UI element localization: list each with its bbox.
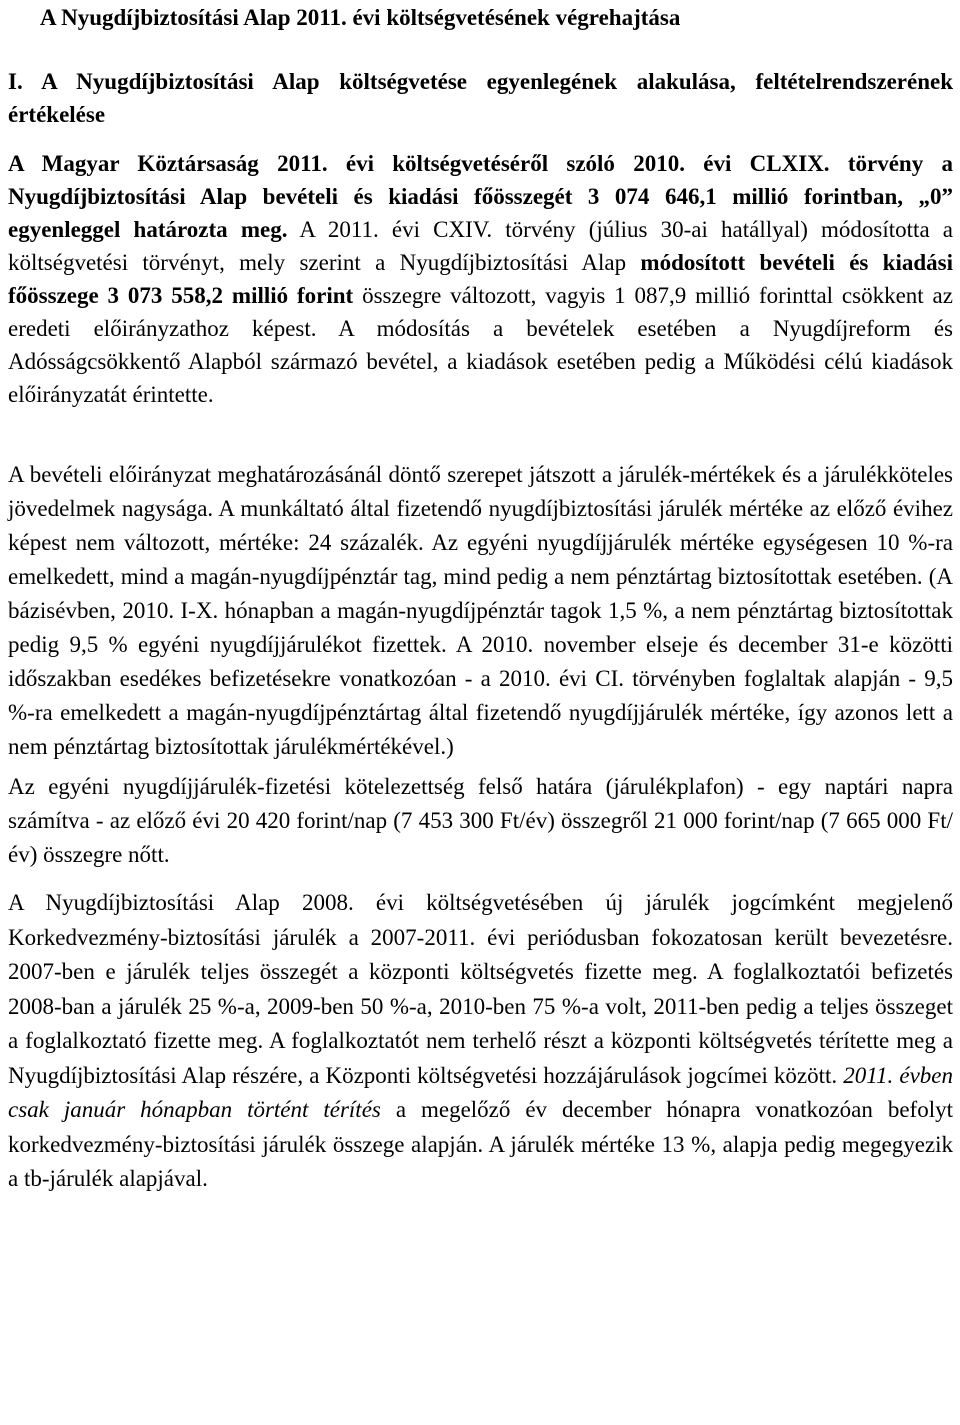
document-page bbox=[8, 0, 953, 1197]
paragraph-contribution-rates: A bevételi előirányzat meghatározásánál döntő szerepet játszott a járulék-mértékek és a járulékköteles jövedelmek nagysága. A munkáltató által fizetendő nyugdíjbiztosítási járulék mértéke az előző évihez képest nem változott, mértéke: 24 százalék. Az egyéni nyugdíjjárulék mértéke egységesen 10 %-ra emelkedett, mind a magán-nyugdíjpénztár tag, mind pedig a nem pénztártag biztosítottak esetében. (A bázisévben, 2010. I-X. hónapban a magán-nyugdíjpénztár tagok 1,5 %, a nem pénztártag biztosítottak pedig 9,5 % egyéni nyugdíjjárulékot fizettek. A 2010. november elseje és december 31-e közötti időszakban esedékes befizetésekre vonatkozóan - a 2010. évi CI. törvényben foglaltak alapján - 9,5 %-ra emelkedett a magán-nyugdíjpénztártag által fizetendő nyugdíjjárulék mértéke, így azonos lett a nem pénztártag biztosítottak járulékmértékével.) bbox=[8, 462, 953, 759]
italic-reimbursement-note: 2011. évben csak január hónapban történt térítés bbox=[8, 1062, 954, 1122]
bold-modified-total: módosított bevételi és kiadási főösszege 3 073 558,2 millió forint bbox=[8, 250, 953, 308]
section-heading: I. A Nyugdíjbiztosítási Alap költségvetése egyenlegének alakulása, feltételrendszerének értékelése bbox=[8, 69, 953, 127]
paragraph-text: A Nyugdíjbiztosítási Alap 2008. évi költségvetésében új járulék jogcímként megjelenő Korkedvezmény-biztosítási járulék a 2007-2011. évi periódusban fokozatosan került bevezetésre. 2007-ben e járulék teljes összegét a központi költségvetés fizette meg. A foglalkoztatói befizetés 2008-ban a járulék 25 %-a, 2009-ben 50 %-a, 2010-ben 75 %-a volt, 2011-ben pedig a teljes összeget a foglalkoztató fizette meg. A foglalkoztatót nem terhelő részt a központi költségvetés térítette meg a Nyugdíjbiztosítási Alap részére, a Központi költségvetési hozzájárulások jogcímei között. bbox=[8, 890, 953, 1088]
paragraph-budget-intro bbox=[8, 147, 953, 411]
bold-opening-sentence: A Magyar Köztársaság 2011. évi költségvetéséről szóló 2010. évi CLXIX. törvény a Nyugdíjbiztosítási Alap bevételi és kiadási főösszegét 3 074 646,1 millió forintban, „0” egyenleggel határozta meg. bbox=[8, 151, 953, 242]
paragraph-contribution-cap: Az egyéni nyugdíjjárulék-fizetési kötelezettség felső határa (járulékplafon) - egy naptári napra számítva - az előző évi 20 420 forint/nap (7 453 300 Ft/év) összegről 21 000 forint/nap (7 665 000 Ft/év) összegre nőtt. bbox=[8, 774, 953, 867]
paragraph-text: A 2011. évi CXIV. törvény (július 30-ai hatállyal) módosította a költségvetési törvényt, mely szerint a Nyugdíjbiztosítási Alap bbox=[8, 217, 954, 275]
paragraph-text: összegre változott, vagyis 1 087,9 millió forinttal csökkent az eredeti előirányzathoz képest. A módosítás a bevételek esetében a Nyugdíjreform és Adósságcsökkentő Alapból származó bevétel, a kiadások esetében pedig a Működési célú kiadások előirányzatát érintette. bbox=[8, 283, 953, 407]
document-title: A Nyugdíjbiztosítási Alap 2011. évi költségvetésének végrehajtása bbox=[40, 5, 681, 30]
paragraph-early-retirement-contribution bbox=[8, 886, 953, 1197]
paragraph-text: a megelőző év december hónapra vonatkozóan befolyt korkedvezmény-biztosítási járulék összege alapján. A járulék mértéke 13 %, alapja pedig megegyezik a tb-járulék alapjával. bbox=[8, 1097, 953, 1191]
